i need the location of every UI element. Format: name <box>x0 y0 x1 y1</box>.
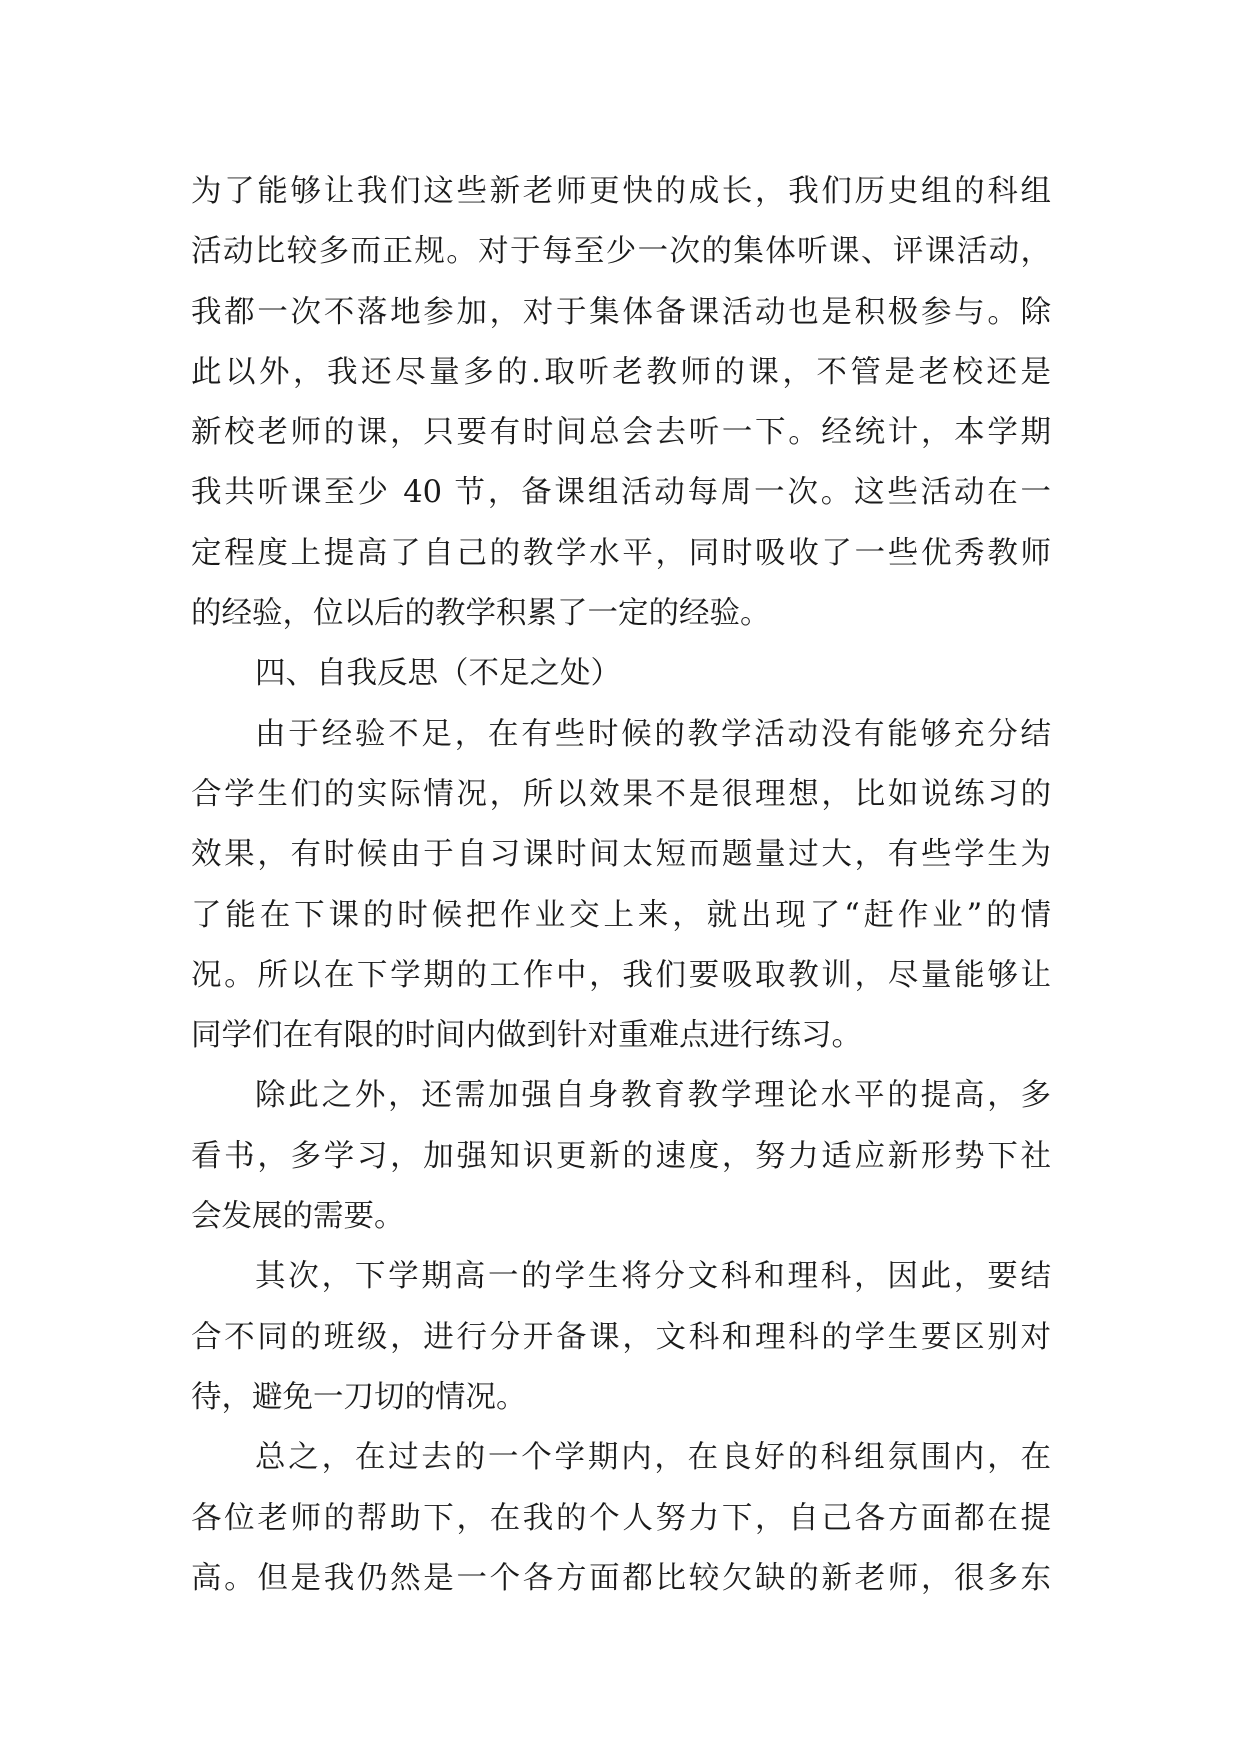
text-line: 高。但是我仍然是一个各方面都比较欠缺的新老师，很多东 <box>191 1560 1051 1596</box>
body-text <box>191 162 1051 1609</box>
text-line: 的经验，位以后的教学积累了一定的经验。 <box>191 596 771 632</box>
text-line: 效果，有时候由于自习课时间太短而题量过大，有些学生为 <box>191 837 1051 873</box>
text-line: 合不同的班级，进行分开备课，文科和理科的学生要区别对 <box>191 1319 1051 1355</box>
text-line: 各位老师的帮助下，在我的个人努力下，自己各方面都在提 <box>191 1500 1051 1536</box>
text-line: 看书，多学习，加强知识更新的速度，努力适应新形势下社 <box>191 1138 1051 1174</box>
section-heading: 四、自我反思（不足之处） <box>255 656 621 692</box>
text-line: 定程度上提高了自己的教学水平，同时吸收了一些优秀教师 <box>191 535 1051 571</box>
text-line: 待，避免一刀切的情况。 <box>191 1379 527 1415</box>
text-line: 我共听课至少 40 节，备课组活动每周一次。这些活动在一 <box>191 475 1051 511</box>
text-line: 由于经验不足，在有些时候的教学活动没有能够充分结 <box>255 716 1051 752</box>
text-line: 况。所以在下学期的工作中，我们要吸取教训，尽量能够让 <box>191 957 1051 993</box>
text-line: 为了能够让我们这些新老师更快的成长，我们历史组的科组 <box>191 174 1051 209</box>
text-line: 除此之外，还需加强自身教育教学理论水平的提高，多 <box>255 1078 1051 1114</box>
text-line: 合学生们的实际情况，所以效果不是很理想，比如说练习的 <box>191 776 1051 812</box>
text-line: 同学们在有限的时间内做到针对重难点进行练习。 <box>191 1018 862 1054</box>
text-line: 会发展的需要。 <box>191 1199 405 1235</box>
text-line: 此以外，我还尽量多的.取听老教师的课，不管是老校还是 <box>191 354 1051 390</box>
text-line: 活动比较多而正规。对于每至少一次的集体听课、评课活动， <box>191 234 1051 270</box>
text-line: 总之，在过去的一个学期内，在良好的科组氛围内，在 <box>255 1440 1051 1476</box>
text-line: 了能在下课的时候把作业交上来，就出现了“赶作业”的情 <box>191 897 1051 933</box>
text-line: 新校老师的课，只要有时间总会去听一下。经统计，本学期 <box>191 415 1051 451</box>
text-line: 其次，下学期高一的学生将分文科和理科，因此，要结 <box>255 1259 1051 1295</box>
text-line: 我都一次不落地参加，对于集体备课活动也是积极参与。除 <box>191 294 1051 330</box>
